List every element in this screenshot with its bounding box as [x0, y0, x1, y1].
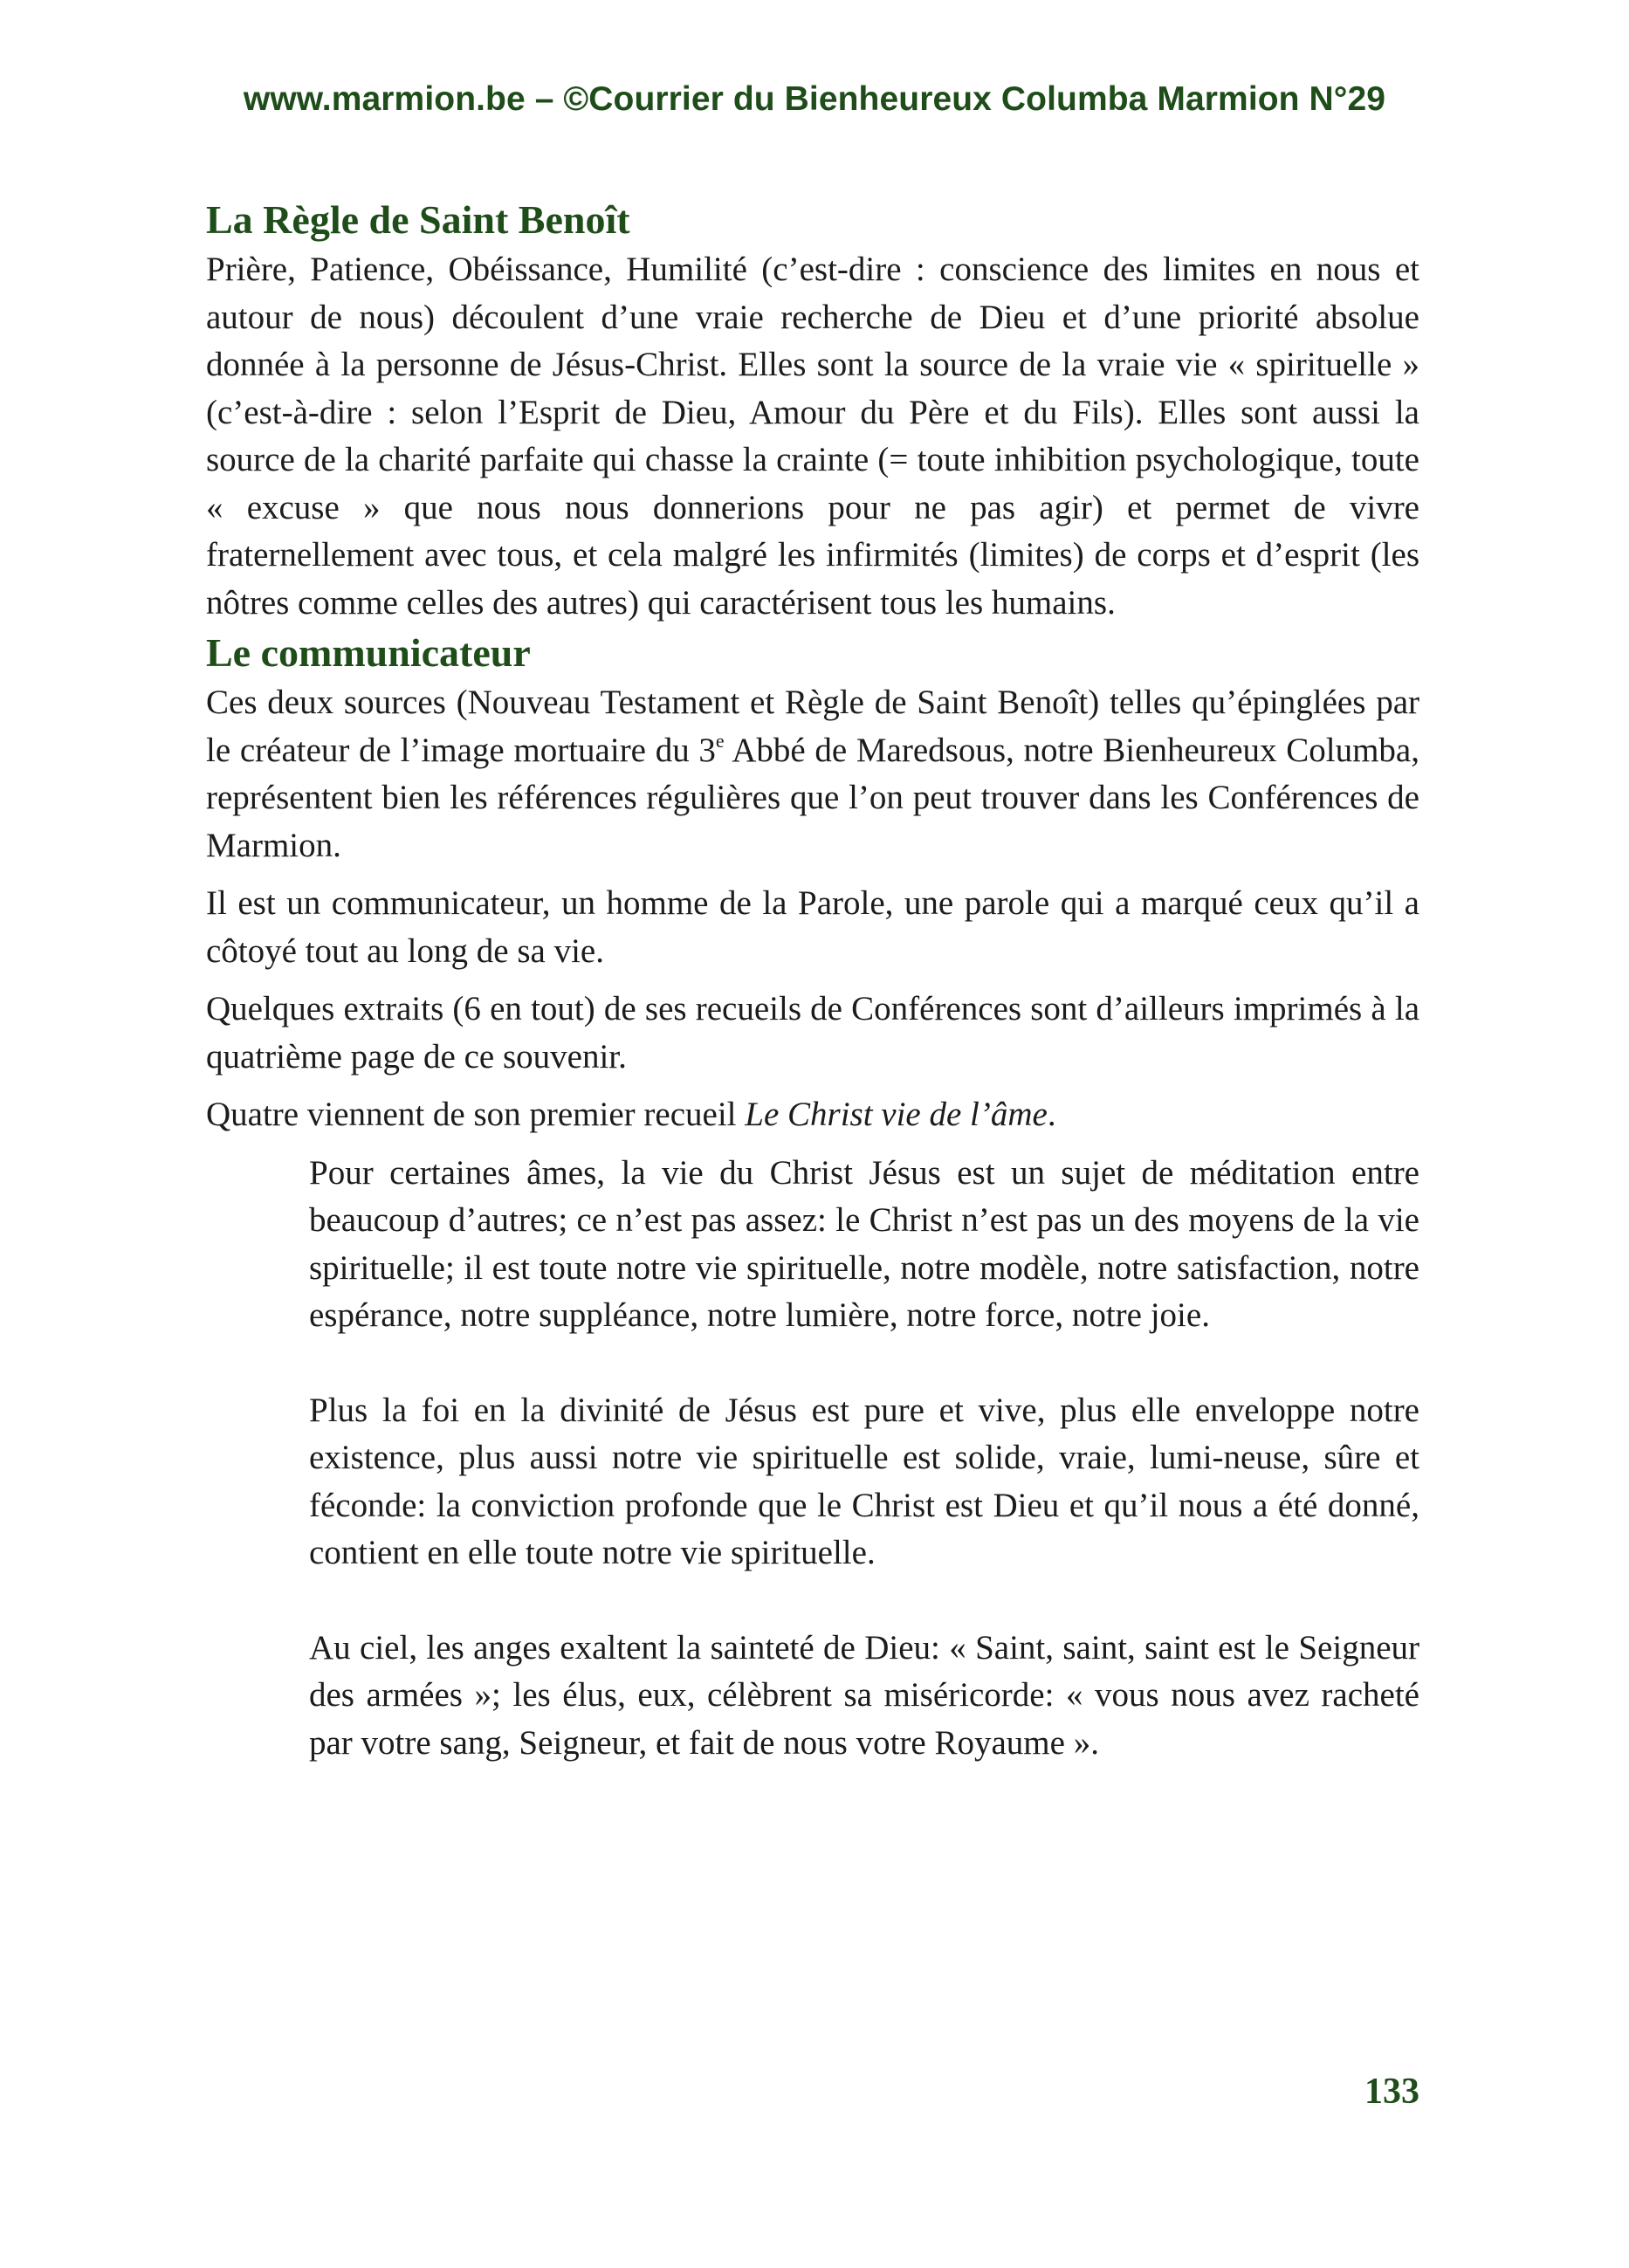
- paragraph-extraits: Quelques extraits (6 en tout) de ses recueils de Conférences sont d’ailleurs imprimés à la quatrième page de ce souvenir.: [206, 990, 1419, 1076]
- paragraph-regle: Prière, Patience, Obéissance, Humilité (c’est-dire : conscience des limites en nous et autour de nous) découlent d’une vraie recherche de Dieu et d’une priorité absolue donnée à la personne de Jésus-Christ. Elles sont la source de la vraie vie « spirituelle » (c’est-à-dire : selon l’Esprit de Dieu, Amour du Père et du Fils). Elles sont aussi la source de la charité parfaite qui chasse la crainte (= toute inhibition psychologique, toute « excuse » que nous nous donnerions pour ne pas agir) et permet de vivre fraternellement avec tous, et cela malgré les infirmités (limites) de corps et d’esprit (les nôtres comme celles des autres) qui caractérisent tous les humains.: [206, 251, 1419, 622]
- main-content: [206, 194, 1419, 1767]
- page-number: 133: [1364, 2072, 1419, 2112]
- quote-3: Au ciel, les anges exaltent la sainteté de Dieu: « Saint, saint, saint est le Seigneur des armées »; les élus, eux, célèbrent sa miséricorde: « vous nous avez racheté par votre sang, Seigneur, et fait de nous votre Royaume ».: [309, 1628, 1419, 1762]
- section-title-communicateur: Le communicateur: [206, 630, 531, 675]
- paragraph-recueil-text-1: Quatre viennent de son premier recueil: [206, 1096, 746, 1133]
- quote-1: Pour certaines âmes, la vie du Christ Jésus est un sujet de méditation entre beaucoup d’autres; ce n’est pas assez: le Christ n’est pas un des moyens de la vie spirituelle; il est toute notre vie spirituelle, notre modèle, notre satisfaction, notre espérance, notre suppléance, notre lumière, notre force, notre joie.: [309, 1153, 1419, 1334]
- paragraph-recueil: [206, 1091, 1419, 1139]
- paragraph-sources-text-1: Ces deux sources (Nouveau Testament et Règle de Saint Benoît) telles qu’épinglées par le créateur de l’image mortuaire du 3: [206, 684, 1419, 769]
- quote-2: Plus la foi en la divinité de Jésus est pure et vive, plus elle enveloppe notre existence, plus aussi notre vie spirituelle est solide, vraie, lumi-neuse, sûre et féconde: la conviction profonde que le Christ est Dieu et qu’il nous a été donné, contient en elle toute notre vie spirituelle.: [309, 1391, 1419, 1571]
- superscript-e: e: [715, 729, 725, 752]
- running-header: www.marmion.be – ©Courrier du Bienheureux Columba Marmion N°29: [243, 80, 1386, 118]
- paragraph-recueil-text-2: .: [1047, 1096, 1056, 1133]
- book-title: Le Christ vie de l’âme: [745, 1096, 1048, 1133]
- paragraph-sources: [206, 679, 1419, 869]
- paragraph-sources-text-2: Abbé de Maredsous, notre Bienheureux Columba, représentent bien les références régulières que l’on peut trouver dans les Conférences de Marmion.: [206, 731, 1419, 864]
- quotes-block: [309, 1150, 1419, 1768]
- paragraph-communicateur: Il est un communicateur, un homme de la Parole, une parole qui a marqué ceux qu’il a côtoyé tout au long de sa vie.: [206, 884, 1419, 970]
- section-title-regle: La Règle de Saint Benoît: [206, 197, 630, 242]
